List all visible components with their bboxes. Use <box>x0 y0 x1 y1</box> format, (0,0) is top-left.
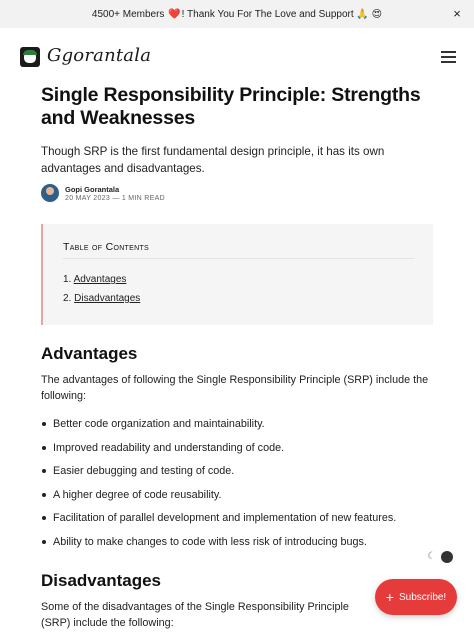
advantages-intro: The advantages of following the Single Responsibility Principle (SRP) include the following: <box>41 374 429 402</box>
hamburger-menu-icon[interactable] <box>441 51 456 63</box>
advantages-list <box>41 417 435 559</box>
banner-text-start: 4500+ Members <box>91 8 165 20</box>
list-item: Easier debugging and testing of code. <box>41 464 435 488</box>
theme-switch-knob <box>441 551 453 563</box>
disadvantages-intro: Some of the disadvantages of the Single Responsibility Principle (SRP) include the following: <box>41 601 349 629</box>
author-name[interactable]: Gopi Gorantala <box>65 185 120 194</box>
theme-toggle[interactable] <box>427 550 453 564</box>
toc-list <box>63 274 140 312</box>
toc-item-number: 1. <box>63 274 72 285</box>
plus-icon: + <box>385 589 394 605</box>
banner-text-end: ! Thank You For The Love and Support 🙏 😍 <box>181 8 383 20</box>
toc-link-disadvantages[interactable]: Disadvantages <box>74 293 141 304</box>
table-of-contents <box>41 224 433 325</box>
advantages-section <box>41 344 435 559</box>
toc-title: Table of Contents <box>63 241 149 253</box>
list-item: Facilitation of parallel development and implementation of new features. <box>41 511 435 535</box>
article-header <box>41 84 435 177</box>
author-avatar[interactable] <box>41 184 59 202</box>
advantages-heading: Advantages <box>41 344 138 363</box>
site-header <box>0 40 474 76</box>
subscribe-button[interactable] <box>375 579 457 615</box>
list-item: Better code organization and maintainability. <box>41 417 435 441</box>
list-item: Ability to make changes to code with less risk of introducing bugs. <box>41 535 435 559</box>
subscribe-label: Subscribe! <box>398 591 447 603</box>
list-item: Improved readability and understanding of code. <box>41 441 435 465</box>
moon-icon: ☾ <box>427 551 436 562</box>
disadvantages-section <box>41 571 371 631</box>
logo-avatar-icon[interactable] <box>20 47 40 67</box>
toc-divider <box>63 258 415 259</box>
toc-item-number: 2. <box>63 293 72 304</box>
site-logo-text[interactable]: Ggorantala <box>47 45 152 66</box>
list-item: A higher degree of code reusability. <box>41 488 435 512</box>
article-subtitle: Though SRP is the first fundamental design principle, it has its own advantages and disadvantages. <box>41 145 385 175</box>
article-title: Single Responsibility Principle: Strengths and Weaknesses <box>41 84 421 129</box>
toc-item <box>63 274 140 293</box>
announcement-banner <box>0 0 474 28</box>
banner-close-button[interactable]: × <box>453 6 461 21</box>
article-meta: 20 MAY 2023 — 1 MIN READ <box>65 195 165 202</box>
toc-link-advantages[interactable]: Advantages <box>73 274 127 285</box>
heart-icon: ❤️ <box>168 8 181 20</box>
toc-item <box>63 293 140 312</box>
disadvantages-heading: Disadvantages <box>41 571 161 590</box>
